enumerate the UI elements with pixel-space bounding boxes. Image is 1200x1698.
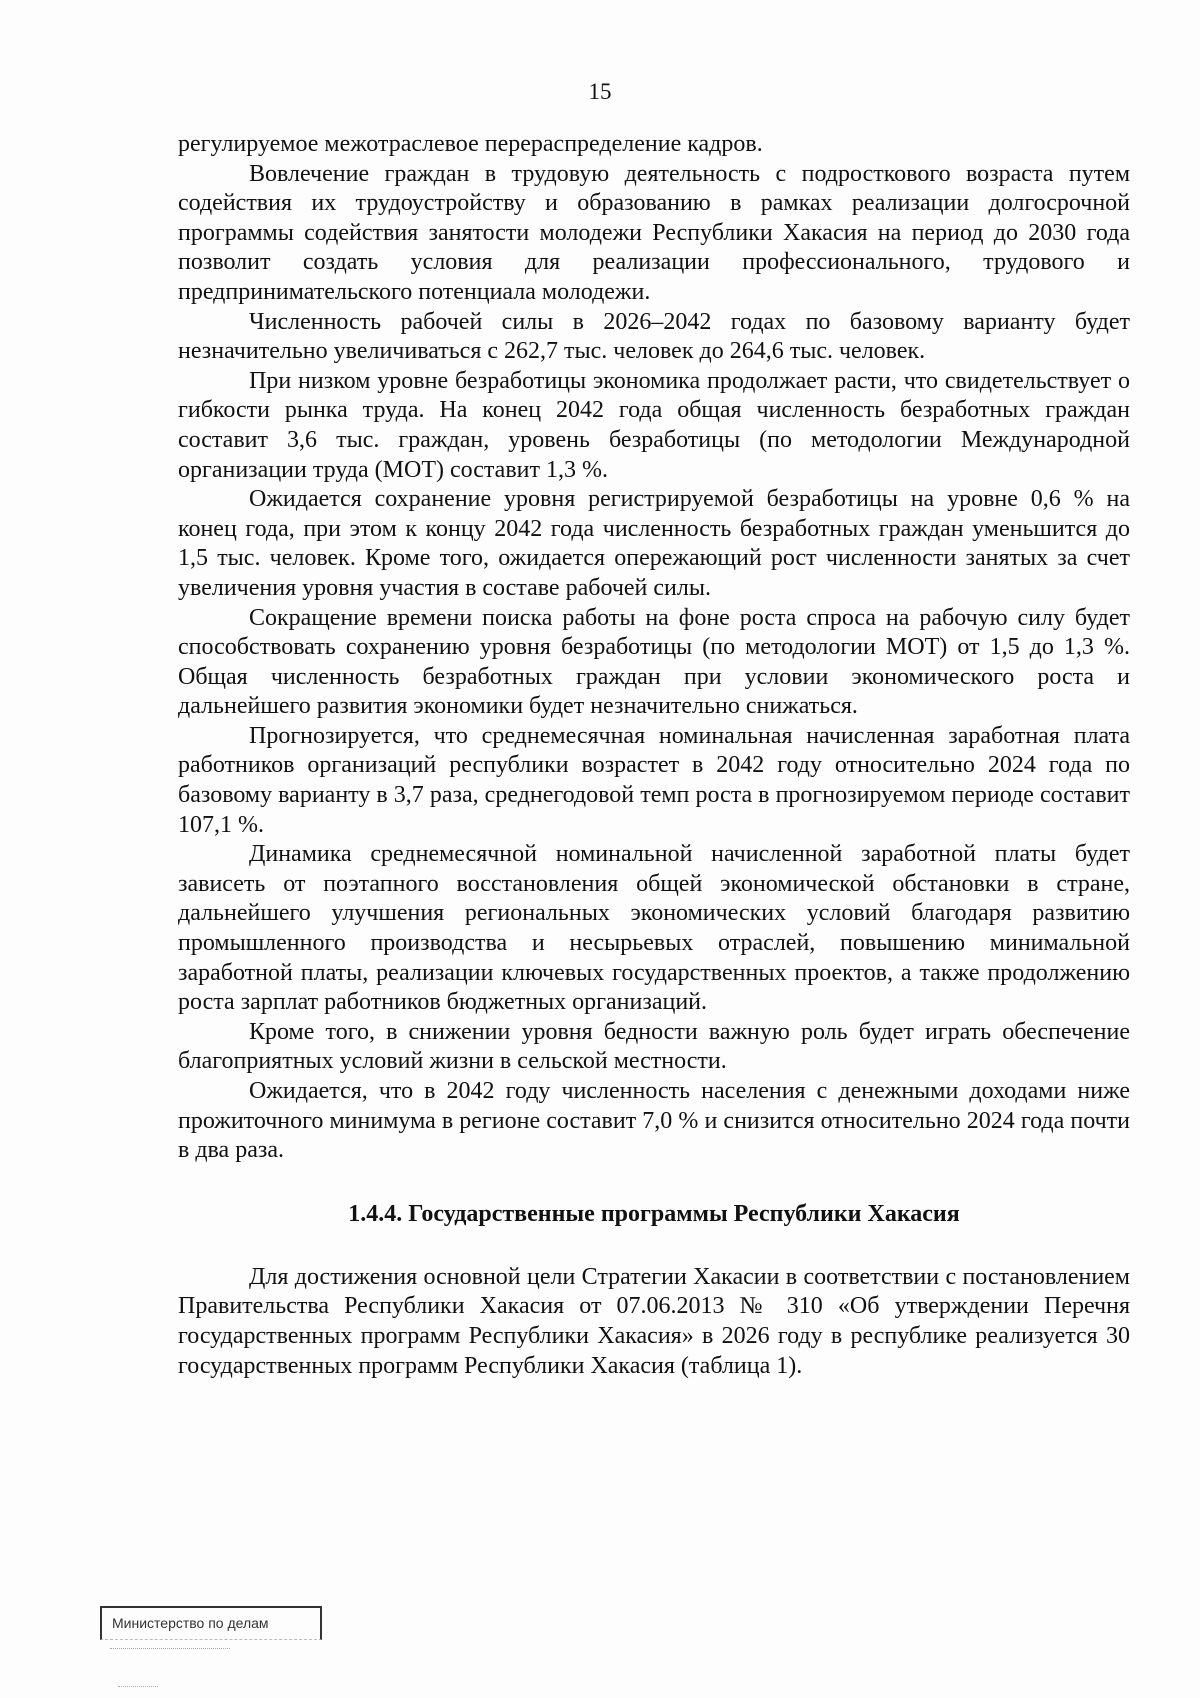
paragraph-continuation: регулируемое межотраслевое перераспределение кадров. (178, 131, 763, 157)
paragraph-poverty-forecast: Ожидается, что в 2042 году численность населения с денежными доходами ниже прожиточного минимума в регионе составит 7,0 % и снизится относительно 2024 года почти в два раза. (178, 1078, 1130, 1164)
paragraph-youth-employment: Вовлечение граждан в трудовую деятельность с подросткового возраста путем содействия их трудоустройству и образованию в рамках реализации долгосрочной программы содействия занятости молодежи Республики Хакасия на период до 2030 года позволит создать условия для реализации профессионального, трудового и предпринимательского потенциала молодежи. (178, 160, 1130, 305)
paragraph-job-search: Сокращение времени поиска работы на фоне роста спроса на рабочую силу будет способствовать сохранению уровня безработицы (по методологии МОТ) от 1,5 до 1,3 %. Общая численность безработных граждан при условии экономического роста и дальнейшего развития экономики будет незначительно снижаться. (178, 604, 1130, 720)
paragraph-labor-force: Численность рабочей силы в 2026–2042 годах по базовому варианту будет незначительно увеличиваться с 262,7 тыс. человек до 264,6 тыс. человек. (178, 308, 1130, 365)
paragraph-state-programs: Для достижения основной цели Стратегии Хакасии в соответствии с постановлением Правительства Республики Хакасия от 07.06.2013 № 310 «Об утверждении Перечня государственных программ Республики Хакасия» в 2026 году в республике реализуется 30 государственных программ Республики Хакасия (таблица 1). (178, 1263, 1130, 1379)
page-number: 15 (588, 79, 612, 104)
ministry-stamp: Министерство по делам (100, 1606, 322, 1640)
paragraph-unemployment-low: При низком уровне безработицы экономика продолжает расти, что свидетельствует о гибкости рынка труда. На конец 2042 года общая численность безработных граждан составит 3,6 тыс. граждан, уровень безработицы (по методологии Международной организации труда (МОТ) составит 1,3 %. (178, 367, 1130, 483)
paragraph-wage-dynamics: Динамика среднемесячной номинальной начисленной заработной платы будет зависеть от поэтапного восстановления общей экономической обстановки в стране, дальнейшего улучшения региональных экономических условий благодаря развитию промышленного производства и несырьевых отраслей, повышению минимальной заработной платы, реализации ключевых государственных проектов, а также продолжению роста зарплат работников бюджетных организаций. (178, 841, 1130, 1016)
scan-speckle (118, 1686, 158, 1688)
scan-speckle (110, 1648, 230, 1650)
paragraph-registered-unemployment: Ожидается сохранение уровня регистрируемой безработицы на уровне 0,6 % на конец года, при этом к концу 2042 года численность безработных граждан уменьшится до 1,5 тыс. человек. Кроме того, ожидается опережающий рост численности занятых за счет увеличения уровня участия в составе рабочей силы. (178, 486, 1130, 601)
paragraph-poverty-rural: Кроме того, в снижении уровня бедности важную роль будет играть обеспечение благоприятных условий жизни в сельской местности. (178, 1018, 1130, 1075)
section-heading: 1.4.4. Государственные программы Республики Хакасия (348, 1200, 960, 1227)
document-body (178, 130, 1130, 1381)
paragraph-wage-forecast: Прогнозируется, что среднемесячная номинальная начисленная заработная плата работников организаций республики возрастет в 2042 году относительно 2024 года по базовому варианту в 3,7 раза, среднегодовой темп роста в прогнозируемом периоде составит 107,1 %. (178, 722, 1130, 838)
